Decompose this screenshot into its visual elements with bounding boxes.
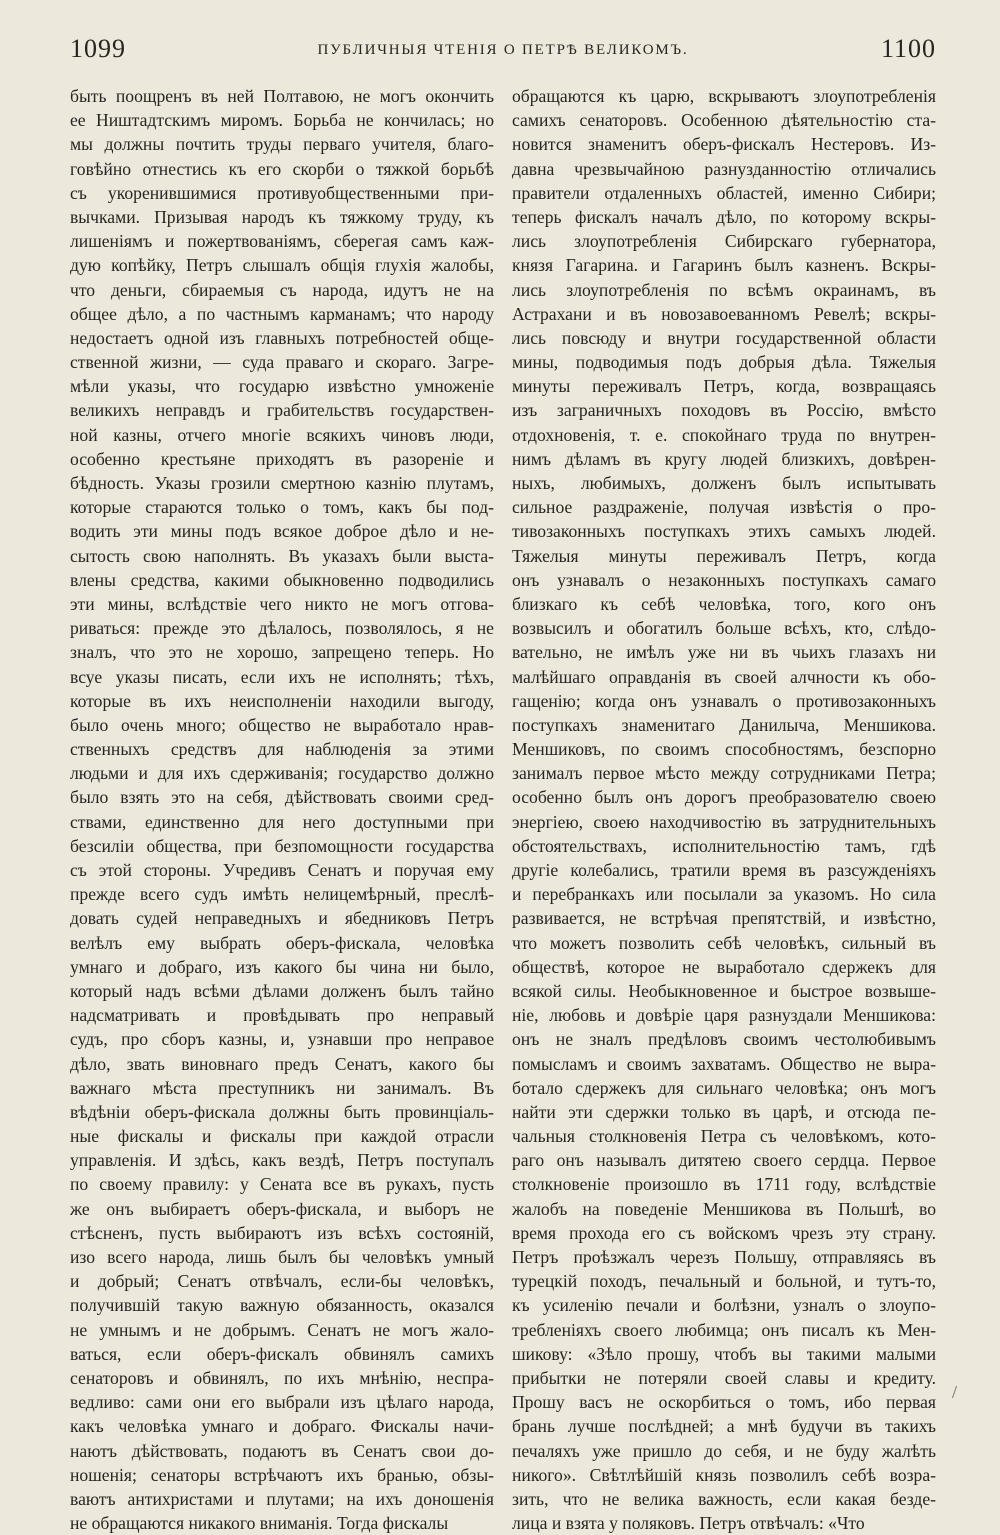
text-line: общее дѣло, а по частнымъ карманамъ; что народу [70, 303, 494, 324]
text-line: важнаго мѣста преступникъ ни занималъ. Въ [70, 1077, 494, 1098]
text-line: который надъ всѣми дѣлами долженъ былъ тайно [70, 980, 494, 1001]
text-line: зналъ, что это не хорошо, запрещено теперь. Но [70, 642, 494, 663]
text-line: надсматривать и провѣдывать про неправый [70, 1005, 494, 1026]
text-line: столкновеніе произошло въ 1711 году, вслѣдствіе [512, 1174, 936, 1195]
text-line: раго онъ называлъ дитятею своего сердца. Первое [512, 1150, 936, 1171]
text-line: Петръ проѣзжалъ черезъ Польшу, отправляясь въ [512, 1247, 936, 1267]
text-line: ствами, единственно для него доступными при [70, 811, 494, 832]
text-line: онъ узнавалъ о незаконныхъ поступкахъ самаго [512, 569, 936, 590]
text-line: ваютъ антихристами и плутами; на ихъ доношенія [70, 1488, 494, 1509]
text-line: прибытки не потеряли своей славы и кредиту. [512, 1367, 936, 1388]
text-line: вѣдѣніи оберъ-фискала должны быть провинціаль- [70, 1101, 494, 1122]
text-line: водить эти мины подъ всякое доброе дѣло и не- [70, 521, 494, 542]
text-line: самихъ сенаторовъ. Особенною дѣятельностію ста- [512, 110, 936, 131]
text-line: Астрахани и въ новозавоеванномъ Ревелѣ; вскры- [512, 303, 936, 324]
text-line: влены средства, какими обыкновенно подводились [70, 569, 494, 590]
text-line: князя Гагарина. и Гагаринъ былъ казненъ. Вскры- [512, 255, 936, 276]
text-line: всякой силы. Необыкновенное и быстрое возвыше- [512, 980, 936, 1001]
text-line: сильное раздраженіе, получая извѣстія о про- [512, 497, 936, 518]
page-number-right: 1100 [880, 34, 936, 63]
text-line: отдохновенія, т. е. спокойнаго труда по внутрен- [512, 424, 936, 445]
text-line: было очень много; общество не выработало нрав- [70, 714, 494, 735]
text-line: получившій такую важную обязанность, оказался [70, 1295, 494, 1316]
text-line: новится знаменитъ оберъ-фискалъ Нестеровъ. Из- [512, 134, 936, 155]
text-line: сенаторовъ и обвинялъ, по ихъ мнѣнію, неспра- [70, 1367, 494, 1388]
text-line: шикову: «Зѣло прошу, чтобъ вы такими малыми [512, 1343, 936, 1364]
text-line: малѣйшаго оправданія въ своей алчности къ обо- [512, 666, 936, 687]
text-line: онъ не зналъ предѣловъ своимъ честолюбивымъ [512, 1029, 936, 1050]
text-line: прежде всего судъ имѣть нелицемѣрный, преслѣ- [70, 884, 494, 905]
text-line: Тяжелыя минуты переживалъ Петръ, когда [512, 545, 936, 566]
text-line: съ этой стороны. Учредивъ Сенатъ и поручая ему [70, 860, 494, 880]
text-line: безсиліи общества, при безпомощности государства [70, 835, 494, 856]
text-line: вычками. Призывая народъ къ тяжкому труду, къ [70, 206, 494, 227]
text-line: что можетъ позволить себѣ человѣкъ, сильный въ [512, 932, 936, 953]
running-head [70, 34, 936, 70]
text-line: никого». Свѣтлѣйшій князь позволилъ себѣ возра- [512, 1464, 936, 1485]
text-line: лись повсюду и внутри государственной области [512, 327, 936, 348]
text-line: изъ заграничныхъ походовъ въ Россію, вмѣсто [512, 400, 936, 421]
text-line: бѣдность. Указы грозили смертною казнію плутамъ, [70, 473, 494, 493]
text-line: развивается, не встрѣчая препятствій, и извѣстно, [512, 908, 936, 929]
text-line: мы должны почтить труды перваго учителя, благо- [70, 134, 494, 155]
text-line: умнаго и добраго, изъ какого бы чина ни было, [70, 956, 494, 977]
text-line: дую копѣйку, Петръ слышалъ общія глухія жалобы, [70, 255, 494, 276]
text-line: стѣсненъ, пусть выбираютъ изъ всѣхъ состояній, [70, 1222, 494, 1243]
text-line: къ усиленію печали и болѣзни, узналъ о злоупо- [512, 1295, 936, 1316]
text-line: же онъ выбираетъ оберъ-фискала, и выборъ не [70, 1198, 494, 1219]
text-line: наютъ дѣйствовать, подаютъ въ Сенатъ свои до- [70, 1440, 494, 1461]
text-line: дѣло, звать виновнаго предъ Сенатъ, какого бы [70, 1053, 494, 1074]
text-line: ношенія; сенаторы встрѣчаютъ ихъ бранью, обзы- [70, 1464, 494, 1485]
text-line: брань лучше послѣдней; а мнѣ будучи въ такихъ [512, 1416, 936, 1437]
text-line: быть поощренъ въ ней Полтавою, не могъ окончить [70, 86, 494, 106]
text-line: лись злоупотребленія по всѣмъ окраинамъ, въ [512, 279, 936, 300]
text-line: и добрый; Сенатъ отвѣчалъ, если-бы человѣкъ, [70, 1271, 494, 1292]
text-line: мины, подводимыя подъ добрыя дѣла. Тяжелыя [512, 352, 936, 373]
text-line: которые въ ихъ неисполненіи находили выгоду, [70, 690, 494, 711]
text-line: занималъ первое мѣсто между сотрудниками Петра; [512, 763, 936, 784]
running-title: ПУБЛИЧНЫЯ ЧТЕНІЯ О ПЕТРѢ ВЕЛИКОМЪ. [317, 42, 689, 58]
text-line: какъ человѣка умнаго и добраго. Фискалы начи- [70, 1416, 494, 1437]
text-line: не обращаются никакого вниманія. Тогда фискалы [70, 1513, 449, 1534]
text-line: особенно крестьяне приходятъ въ разореніе и [70, 448, 494, 469]
text-line: лись злоупотребленія Сибирскаго губернатора, [512, 231, 936, 252]
text-line: ваться, если оберъ-фискалъ обвинялъ самихъ [70, 1343, 494, 1364]
text-line: найти эти сдержки только въ царѣ, и отсюда пе- [512, 1101, 936, 1122]
text-line: Меншиковъ, по своимъ способностямъ, безспорно [512, 739, 936, 760]
text-line: ственной жизни, — суда праваго и скораго. Загре- [70, 352, 494, 373]
text-line: ніе, любовь и довѣріе царя разнуздали Меншикова: [512, 1005, 936, 1026]
text-line: гащенію; когда онъ узнавалъ о противозаконныхъ [512, 690, 936, 711]
text-line: помысламъ и своимъ захватамъ. Общество не выра- [512, 1053, 936, 1074]
margin-mark: / [952, 1382, 958, 1402]
text-line: теперь фискалъ началъ дѣло, по которому вскры- [512, 206, 936, 227]
text-line: ной казны, отчего многіе всякихъ чиновъ люди, [70, 424, 494, 445]
text-line: было взять это на себя, дѣйствовать своими сред- [70, 787, 494, 808]
text-line: вательно, не имѣлъ уже ни въ чьихъ глазахъ ни [512, 642, 936, 663]
text-line: всуе указы писать, если ихъ не исполнять; тѣхъ, [70, 666, 494, 687]
text-line: говѣйно отнестись къ его скорби о тяжкой борьбѣ [70, 158, 494, 179]
text-line: и перебранкахъ или посылали за указомъ. Но сила [512, 884, 936, 905]
text-line: что деньги, сбираемыя съ народа, идутъ не на [70, 279, 494, 300]
text-line: обществѣ, которое не выработало сдержекъ для [512, 956, 936, 977]
text-line: турецкій походъ, печальный и больной, и тутъ-то, [512, 1271, 936, 1292]
text-line: обращаются къ царю, вскрываютъ злоупотребленія [512, 86, 936, 106]
left-text-column [70, 84, 494, 1535]
text-line: время прохода его съ войскомъ чрезъ эту страну. [512, 1222, 936, 1243]
text-line: правители отдаленныхъ областей, именно Сибири; [512, 182, 936, 203]
text-line: особенно былъ онъ дорогъ преобразователю своею [512, 787, 936, 808]
text-line: ственныхъ средствъ для наблюденія за этими [70, 739, 494, 760]
text-line: чальныя столкновенія Петра съ человѣкомъ, кото- [512, 1126, 936, 1147]
text-line: риваться: прежде это дѣлалось, позволялось, я не [70, 618, 494, 639]
text-line: велѣлъ ему выбрать оберъ-фискала, человѣка [70, 932, 494, 953]
text-line: изо всего народа, лишь былъ бы человѣкъ умный [70, 1247, 494, 1267]
text-line: обстоятельствахъ, исполнительностію тамъ, гдѣ [512, 835, 936, 856]
text-line: съ укоренившимися противуобщественными при- [70, 182, 494, 203]
text-line: лица и взята у поляковъ. Петръ отвѣчалъ: «Что [512, 1513, 865, 1534]
text-line: энергіею, своею находчивостію въ затруднительныхъ [512, 811, 936, 832]
text-line: близкаго къ себѣ человѣка, того, кого онъ [512, 593, 936, 614]
text-line: по своему правилу: у Сената все въ рукахъ, пусть [70, 1174, 494, 1195]
text-line: которые стараются только о томъ, какъ бы под- [70, 497, 494, 518]
text-line: нимъ дѣламъ въ кругу людей близкихъ, довѣрен- [512, 448, 936, 469]
text-line: великихъ неправдъ и грабительствъ государствен- [70, 400, 494, 421]
text-line: минуты переживалъ Петръ, когда, возвращаясь [512, 376, 936, 397]
text-line: поступкахъ знаменитаго Данилыча, Меншикова. [512, 714, 936, 735]
text-line: тивозаконныхъ поступкахъ этихъ самыхъ людей. [512, 521, 936, 542]
text-line: Прошу васъ не оскорбиться о томъ, ибо первая [512, 1392, 936, 1413]
text-line: давна чрезвычайною разнузданностію отличались [512, 158, 936, 179]
text-line: печаляхъ уже пришло до себя, и не буду жалѣть [512, 1440, 936, 1461]
text-line: ные фискалы и фискалы при каждой отрасли [70, 1126, 494, 1147]
text-line: лишеніямъ и пожертвованіямъ, сберегая самъ каж- [70, 231, 494, 252]
text-line: людьми и для ихъ сдерживанія; государство должно [70, 763, 494, 784]
right-text-column [512, 84, 936, 1535]
text-line: жалобъ на поведеніе Меншикова въ Польшѣ, во [512, 1198, 936, 1219]
text-line: ее Ништадтскимъ миромъ. Борьба не кончилась; но [70, 110, 494, 131]
text-line: требленіяхъ своего любимца; онъ писалъ къ Мен- [512, 1319, 936, 1340]
text-line: другіе колебались, тратили время въ разсужденіяхъ [512, 860, 936, 880]
text-line: мѣли указы, что государю извѣстно умноженіе [70, 376, 494, 397]
text-line: не умнымъ и не добрымъ. Сенатъ не могъ жало- [70, 1319, 494, 1340]
text-line: довать судей неправедныхъ и ябедниковъ Петръ [70, 908, 494, 929]
text-line: ботало сдержекъ для сильнаго человѣка; онъ могъ [512, 1077, 936, 1098]
text-line: недостаетъ одной изъ главныхъ потребностей обще- [70, 327, 494, 348]
text-line: зить, что не велика важность, если какая безде- [512, 1488, 936, 1509]
text-line: управленія. И здѣсь, какъ вездѣ, Петръ поступалъ [70, 1150, 494, 1171]
text-line: судъ, про сборъ казны, и, узнавши про неправое [70, 1029, 494, 1050]
text-line: ныхъ, любимыхъ, долженъ былъ испытывать [512, 473, 936, 493]
text-line: возвысилъ и обогатилъ больше всѣхъ, кто, слѣдо- [512, 618, 936, 639]
text-line: сытость свою наполнять. Въ указахъ были выста- [70, 545, 494, 566]
page-number-left: 1099 [70, 34, 126, 63]
text-line: ведливо: сами они его выбрали изъ цѣлаго народа, [70, 1392, 494, 1413]
text-line: эти мины, вслѣдствіе чего никто не могъ отгова- [70, 593, 494, 614]
